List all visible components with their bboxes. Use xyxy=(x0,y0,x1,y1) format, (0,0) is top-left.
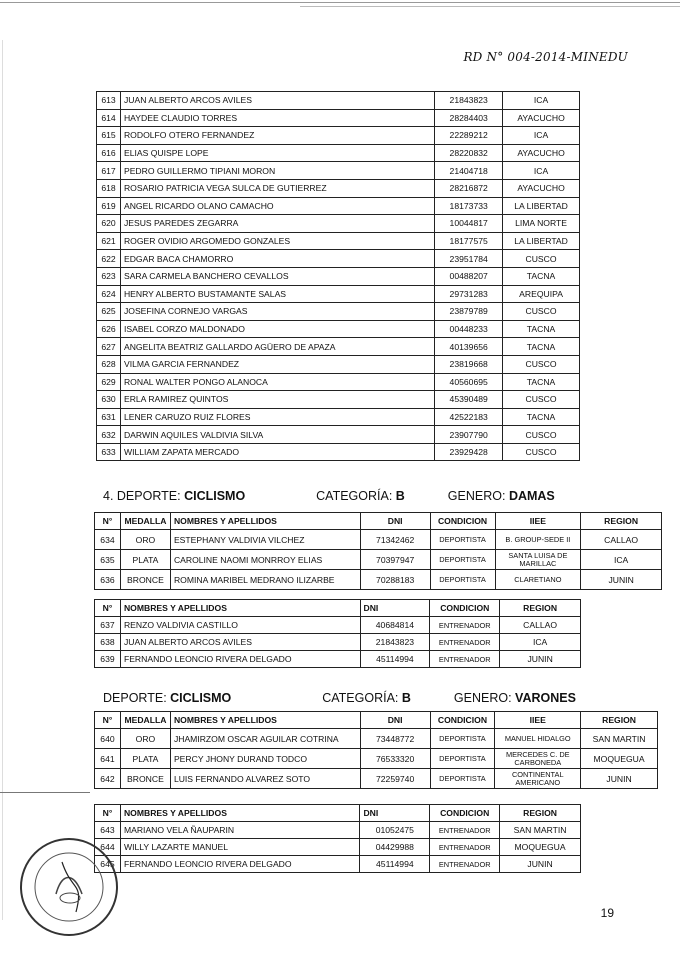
condition-cell: ENTRENADOR xyxy=(430,856,500,873)
column-header: N° xyxy=(95,805,121,822)
participant-name: ELIAS QUISPE LOPE xyxy=(120,144,434,162)
participant-name: EDGAR BACA CHAMORRO xyxy=(120,250,434,268)
table-row xyxy=(95,839,581,856)
participant-name: VILMA GARCIA FERNANDEZ xyxy=(120,355,434,373)
medal-cell: BRONCE xyxy=(120,769,170,789)
dni-cell: 42522183 xyxy=(435,408,503,426)
dni-cell: 45390489 xyxy=(435,391,503,409)
row-number: 624 xyxy=(97,285,121,303)
row-number: 638 xyxy=(95,634,121,651)
participants-table xyxy=(96,91,580,461)
varones-athletes-table xyxy=(94,711,658,789)
dni-cell: 40560695 xyxy=(435,373,503,391)
sport-name: CICLISMO xyxy=(184,489,246,503)
table-row xyxy=(97,197,580,215)
table-row xyxy=(97,285,580,303)
column-header: NOMBRES Y APELLIDOS xyxy=(120,805,359,822)
row-number: 641 xyxy=(95,749,121,769)
sport-name: CICLISMO xyxy=(170,691,232,705)
dni-cell: 70288183 xyxy=(360,570,430,590)
athlete-name: ROMINA MARIBEL MEDRANO ILIZARBE xyxy=(170,570,360,590)
table-row xyxy=(97,109,580,127)
row-number: 621 xyxy=(97,232,121,250)
region-cell: ICA xyxy=(581,550,662,570)
scan-margin-line xyxy=(2,40,3,920)
table-row xyxy=(97,215,580,233)
row-number: 618 xyxy=(97,179,121,197)
region-cell: CUSCO xyxy=(503,250,580,268)
category-value: B xyxy=(395,489,405,503)
row-number: 627 xyxy=(97,338,121,356)
scan-edge-line xyxy=(300,6,680,7)
table-row xyxy=(95,570,662,590)
damas-coaches-table xyxy=(94,599,581,668)
table-row xyxy=(95,749,658,769)
row-number: 620 xyxy=(97,215,121,233)
condition-cell: DEPORTISTA xyxy=(430,530,495,550)
row-number: 615 xyxy=(97,127,121,145)
athlete-name: CAROLINE NAOMI MONRROY ELIAS xyxy=(170,550,360,570)
medal-cell: ORO xyxy=(120,530,170,550)
column-header: CONDICION xyxy=(430,805,500,822)
participant-name: JOSEFINA CORNEJO VARGAS xyxy=(120,303,434,321)
participant-name: ANGELITA BEATRIZ GALLARDO AGÜERO DE APAZA xyxy=(120,338,434,356)
athlete-name: PERCY JHONY DURAND TODCO xyxy=(170,749,360,769)
athlete-name: ESTEPHANY VALDIVIA VILCHEZ xyxy=(170,530,360,550)
row-number: 637 xyxy=(95,617,121,634)
table-row xyxy=(95,769,658,789)
table-row xyxy=(97,408,580,426)
region-cell: SAN MARTIN xyxy=(500,822,581,839)
official-seal-icon xyxy=(14,832,124,942)
dni-cell: 28220832 xyxy=(435,144,503,162)
region-cell: ICA xyxy=(503,127,580,145)
condition-cell: ENTRENADOR xyxy=(430,617,500,634)
dni-cell: 72259740 xyxy=(360,769,430,789)
table-row xyxy=(95,651,581,668)
school-cell: MERCEDES C. DE CARBONEDA xyxy=(495,749,581,769)
participant-name: RODOLFO OTERO FERNANDEZ xyxy=(120,127,434,145)
table-row xyxy=(97,355,580,373)
table-row xyxy=(97,373,580,391)
column-header: NOMBRES Y APELLIDOS xyxy=(170,513,360,530)
table-row xyxy=(95,634,581,651)
row-number: 622 xyxy=(97,250,121,268)
table-row xyxy=(95,550,662,570)
medal-cell: BRONCE xyxy=(120,570,170,590)
row-number: 645 xyxy=(95,856,121,873)
table-row xyxy=(97,320,580,338)
region-cell: AYACUCHO xyxy=(503,144,580,162)
dni-cell: 23819668 xyxy=(435,355,503,373)
table-row xyxy=(97,127,580,145)
school-cell: SANTA LUISA DE MARILLAC xyxy=(495,550,581,570)
gender-value: DAMAS xyxy=(508,489,555,503)
region-cell: JUNIN xyxy=(500,651,581,668)
column-header: REGION xyxy=(500,600,581,617)
row-number: 629 xyxy=(97,373,121,391)
dni-cell: 40139656 xyxy=(435,338,503,356)
region-cell: JUNIN xyxy=(581,570,662,590)
dni-cell: 00448233 xyxy=(435,320,503,338)
region-cell: ICA xyxy=(503,162,580,180)
dni-cell: 29731283 xyxy=(435,285,503,303)
region-cell: AYACUCHO xyxy=(503,179,580,197)
participant-name: RONAL WALTER PONGO ALANOCA xyxy=(120,373,434,391)
condition-cell: DEPORTISTA xyxy=(430,550,495,570)
condition-cell: ENTRENADOR xyxy=(430,651,500,668)
row-number: 625 xyxy=(97,303,121,321)
region-cell: CUSCO xyxy=(503,303,580,321)
row-number: 626 xyxy=(97,320,121,338)
dni-cell: 23929428 xyxy=(435,443,503,461)
row-number: 642 xyxy=(95,769,121,789)
column-header: N° xyxy=(95,513,121,530)
sport-prefix: DEPORTE: xyxy=(103,691,167,705)
row-number: 632 xyxy=(97,426,121,444)
column-header: IIEE xyxy=(495,513,581,530)
category-label: CATEGORÍA: xyxy=(322,691,399,705)
gender-value: VARONES xyxy=(515,691,576,705)
column-header: NOMBRES Y APELLIDOS xyxy=(170,712,360,729)
dni-cell: 18173733 xyxy=(435,197,503,215)
dni-cell: 23907790 xyxy=(435,426,503,444)
dni-cell: 04429988 xyxy=(360,839,430,856)
condition-cell: ENTRENADOR xyxy=(430,839,500,856)
scan-edge-line xyxy=(0,2,680,3)
region-cell: CUSCO xyxy=(503,426,580,444)
condition-cell: DEPORTISTA xyxy=(430,570,495,590)
category-label: CATEGORÍA: xyxy=(316,489,393,503)
row-number: 617 xyxy=(97,162,121,180)
school-cell: MANUEL HIDALGO xyxy=(495,729,581,749)
medal-cell: PLATA xyxy=(120,550,170,570)
table-row xyxy=(95,729,658,749)
sport-prefix: 4. DEPORTE: xyxy=(103,489,181,503)
table-row xyxy=(97,267,580,285)
column-header: REGION xyxy=(581,712,658,729)
column-header: N° xyxy=(95,600,121,617)
row-number: 633 xyxy=(97,443,121,461)
page-number: 19 xyxy=(600,906,614,920)
participant-name: LENER CARUZO RUIZ FLORES xyxy=(120,408,434,426)
row-number: 635 xyxy=(95,550,121,570)
row-number: 639 xyxy=(95,651,121,668)
column-header: REGION xyxy=(500,805,581,822)
table-row xyxy=(97,179,580,197)
table-row xyxy=(95,617,581,634)
table-row xyxy=(95,530,662,550)
column-header: MEDALLA xyxy=(120,712,170,729)
participant-name: ROSARIO PATRICIA VEGA SULCA DE GUTIERREZ xyxy=(120,179,434,197)
column-header: NOMBRES Y APELLIDOS xyxy=(120,600,360,617)
participant-name: ERLA RAMIREZ QUINTOS xyxy=(120,391,434,409)
coach-name: JUAN ALBERTO ARCOS AVILES xyxy=(120,634,360,651)
region-cell: TACNA xyxy=(503,267,580,285)
region-cell: TACNA xyxy=(503,408,580,426)
school-cell: B. GROUP-SEDE II xyxy=(495,530,581,550)
row-number: 640 xyxy=(95,729,121,749)
dni-cell: 00488207 xyxy=(435,267,503,285)
table-row xyxy=(97,162,580,180)
column-header: DNI xyxy=(360,513,430,530)
coach-name: RENZO VALDIVIA CASTILLO xyxy=(120,617,360,634)
dni-cell: 71342462 xyxy=(360,530,430,550)
dni-cell: 40684814 xyxy=(360,617,430,634)
dni-cell: 76533320 xyxy=(360,749,430,769)
scan-artifact-line xyxy=(0,792,90,793)
medal-cell: ORO xyxy=(120,729,170,749)
document-reference: RD N° 004-2014-MINEDU xyxy=(463,50,628,64)
gender-label: GENERO: xyxy=(453,691,512,705)
column-header: IIEE xyxy=(495,712,581,729)
participant-name: SARA CARMELA BANCHERO CEVALLOS xyxy=(120,267,434,285)
table-row xyxy=(97,391,580,409)
school-cell: CONTINENTAL AMERICANO xyxy=(495,769,581,789)
school-cell: CLARETIANO xyxy=(495,570,581,590)
row-number: 616 xyxy=(97,144,121,162)
region-cell: TACNA xyxy=(503,320,580,338)
participant-name: HENRY ALBERTO BUSTAMANTE SALAS xyxy=(120,285,434,303)
coach-name: FERNANDO LEONCIO RIVERA DELGADO xyxy=(120,651,360,668)
dni-cell: 28216872 xyxy=(435,179,503,197)
dni-cell: 23951784 xyxy=(435,250,503,268)
table-row xyxy=(95,856,581,873)
table-row xyxy=(97,232,580,250)
participant-name: JUAN ALBERTO ARCOS AVILES xyxy=(120,92,434,110)
row-number: 614 xyxy=(97,109,121,127)
region-cell: CUSCO xyxy=(503,355,580,373)
region-cell: TACNA xyxy=(503,338,580,356)
region-cell: AREQUIPA xyxy=(503,285,580,303)
table-row xyxy=(97,303,580,321)
dni-cell: 28284403 xyxy=(435,109,503,127)
row-number: 613 xyxy=(97,92,121,110)
gender-label: GENERO: xyxy=(447,489,506,503)
row-number: 623 xyxy=(97,267,121,285)
region-cell: MOQUEGUA xyxy=(500,839,581,856)
column-header: MEDALLA xyxy=(120,513,170,530)
region-cell: CALLAO xyxy=(581,530,662,550)
column-header: CONDICION xyxy=(430,712,495,729)
region-cell: ICA xyxy=(503,92,580,110)
region-cell: LIMA NORTE xyxy=(503,215,580,233)
medal-cell: PLATA xyxy=(120,749,170,769)
participant-name: ISABEL CORZO MALDONADO xyxy=(120,320,434,338)
athlete-name: LUIS FERNANDO ALVAREZ SOTO xyxy=(170,769,360,789)
region-cell: CUSCO xyxy=(503,391,580,409)
dni-cell: 45114994 xyxy=(360,856,430,873)
section-heading-varones xyxy=(103,691,576,705)
participant-name: HAYDEE CLAUDIO TORRES xyxy=(120,109,434,127)
region-cell: LA LIBERTAD xyxy=(503,197,580,215)
region-cell: AYACUCHO xyxy=(503,109,580,127)
column-header: CONDICION xyxy=(430,513,495,530)
athlete-name: JHAMIRZOM OSCAR AGUILAR COTRINA xyxy=(170,729,360,749)
coach-name: FERNANDO LEONCIO RIVERA DELGADO xyxy=(120,856,359,873)
region-cell: MOQUEGUA xyxy=(581,749,658,769)
column-header: REGION xyxy=(581,513,662,530)
dni-cell: 01052475 xyxy=(360,822,430,839)
varones-coaches-table xyxy=(94,804,581,873)
table-row xyxy=(97,443,580,461)
column-header: N° xyxy=(95,712,121,729)
dni-cell: 21843823 xyxy=(435,92,503,110)
dni-cell: 18177575 xyxy=(435,232,503,250)
participant-name: JESUS PAREDES ZEGARRA xyxy=(120,215,434,233)
participant-name: DARWIN AQUILES VALDIVIA SILVA xyxy=(120,426,434,444)
region-cell: JUNIN xyxy=(581,769,658,789)
condition-cell: ENTRENADOR xyxy=(430,822,500,839)
column-header: DNI xyxy=(360,712,430,729)
condition-cell: DEPORTISTA xyxy=(430,769,495,789)
condition-cell: DEPORTISTA xyxy=(430,729,495,749)
participant-name: PEDRO GUILLERMO TIPIANI MORON xyxy=(120,162,434,180)
coach-name: WILLY LAZARTE MANUEL xyxy=(120,839,359,856)
coach-name: MARIANO VELA ÑAUPARIN xyxy=(120,822,359,839)
row-number: 619 xyxy=(97,197,121,215)
column-header: DNI xyxy=(360,805,430,822)
participant-name: WILLIAM ZAPATA MERCADO xyxy=(120,443,434,461)
participant-name: ANGEL RICARDO OLANO CAMACHO xyxy=(120,197,434,215)
dni-cell: 21404718 xyxy=(435,162,503,180)
row-number: 644 xyxy=(95,839,121,856)
region-cell: ICA xyxy=(500,634,581,651)
region-cell: CALLAO xyxy=(500,617,581,634)
table-row xyxy=(97,92,580,110)
dni-cell: 70397947 xyxy=(360,550,430,570)
row-number: 630 xyxy=(97,391,121,409)
dni-cell: 22289212 xyxy=(435,127,503,145)
table-row xyxy=(97,144,580,162)
table-row xyxy=(97,426,580,444)
region-cell: JUNIN xyxy=(500,856,581,873)
damas-athletes-table xyxy=(94,512,662,590)
row-number: 628 xyxy=(97,355,121,373)
region-cell: SAN MARTIN xyxy=(581,729,658,749)
row-number: 636 xyxy=(95,570,121,590)
condition-cell: ENTRENADOR xyxy=(430,634,500,651)
dni-cell: 23879789 xyxy=(435,303,503,321)
column-header: CONDICION xyxy=(430,600,500,617)
section-heading-damas xyxy=(103,489,555,503)
category-value: B xyxy=(401,691,411,705)
row-number: 643 xyxy=(95,822,121,839)
region-cell: TACNA xyxy=(503,373,580,391)
column-header: DNI xyxy=(360,600,430,617)
dni-cell: 21843823 xyxy=(360,634,430,651)
table-row xyxy=(97,250,580,268)
dni-cell: 73448772 xyxy=(360,729,430,749)
row-number: 634 xyxy=(95,530,121,550)
dni-cell: 10044817 xyxy=(435,215,503,233)
dni-cell: 45114994 xyxy=(360,651,430,668)
region-cell: CUSCO xyxy=(503,443,580,461)
region-cell: LA LIBERTAD xyxy=(503,232,580,250)
participant-name: ROGER OVIDIO ARGOMEDO GONZALES xyxy=(120,232,434,250)
row-number: 631 xyxy=(97,408,121,426)
table-row xyxy=(97,338,580,356)
condition-cell: DEPORTISTA xyxy=(430,749,495,769)
table-row xyxy=(95,822,581,839)
